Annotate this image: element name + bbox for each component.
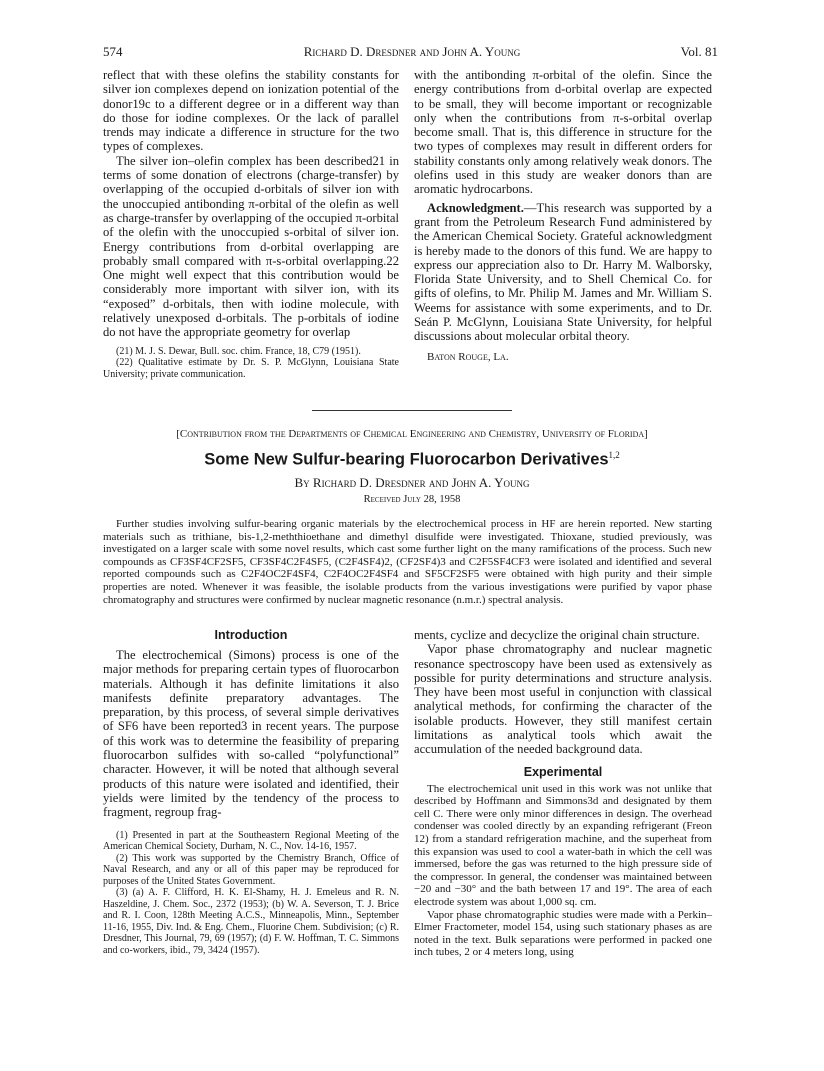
intro-right-body [414, 628, 712, 757]
experimental-paragraph-1: The electrochemical unit used in this work was not unlike that described by Hoffmann and Simmons3d and designated by them cell C. There were only minor differences in design. The overhead condenser was cooled directly by an expanding refrigerant (Freon 12) from a standard refrigeration machine, and the superheat from this expansion was used to cool a water-bath in which the cell was immersed, before the gas was returned to the high pressure side of the compressor. In general, the condenser was maintained between −20 and −30° and the bath between 17 and 19°. The area of each electrode system was about 1,000 sq. cm. [414, 782, 712, 909]
prev-right-paragraph-1: with the antibonding π-orbital of the olefin. Since the energy contributions from d-orbital overlap are expected to be small, they will become important or recognizable only when the contributions from π-s-orbital overlap become small. That is, this difference in structure for the two types of complexes may result in different orders for stability constants only among relatively weak donors. The olefins used in this study are weaker donors than are aromatic hydrocarbons. [414, 68, 712, 197]
location: Baton Rouge, La. [427, 350, 509, 363]
volume-label: Vol. 81 [680, 44, 718, 59]
experimental-paragraph-2: Vapor phase chromatographic studies were made with a Perkin–Elmer Fractometer, model 154, using such stationary phases as are noted in the text. Bulk separations were performed in packed one inch tubes, 2 or 4 meters long, using [414, 908, 712, 959]
acknowledgment-paragraph [414, 201, 712, 344]
ack-heading: Acknowledgment. [427, 200, 524, 215]
article-separator [312, 410, 512, 411]
received-date: Received July 28, 1958 [363, 494, 461, 505]
footnote-22: (22) Qualitative estimate by Dr. S. P. McGlynn, Louisiana State University; private communication. [103, 357, 399, 380]
abstract-text: Further studies involving sulfur-bearing organic materials by the electrochemical process in HF are herein reported. New starting materials such as trithiane, bis-1,2-meththioethane and dimethyl disulfide were investigated. Thioxane, studied previously, was investigated on a larger scale with some novel results, which cast some further light on the many ramifications of the process. Such new compounds as CF3SF4CF2SF5, CF3SF4C2F4SF5, (C2F4SF4)2, (CF2SF4)3 and C2F5SF4CF3 were isolated and identified and several reported compounds such as C2F4OC2F4SF4, C2F4OC2F4SF4 and SF5CF2SF5 were obtained with high purity and their simple properties are noted. Whenever it was feasible, the isolable products from the various investigations were purified by vapor phase chromatography and structures were confirmed by nuclear magnetic resonance (n.m.r.) spectral analysis. [103, 518, 712, 606]
experimental-body [414, 783, 712, 959]
footnote-1: (1) Presented in part at the Southeastern Regional Meeting of the American Chemical Society, Durham, N. C., Nov. 14-16, 1957. [103, 829, 399, 853]
intro-left-column [103, 628, 399, 956]
ack-text: —This research was supported by a grant from the Petroleum Research Fund administered by the American Chemical Society. Grateful acknowledgment is hereby made to the donors of this fund. We are happy to express our appreciation also to Dr. Harry M. Walborsky, Florida State University, and to Shell Chemical Co. for gifts of olefins, to Mr. Philip M. James and Mr. William S. Weems for assistance with some experiments, and to Dr. Seán P. McGlynn, Louisiana State University, for helpful discussions about molecular orbital theory. [414, 200, 712, 344]
title-block [80, 450, 744, 469]
prev-footnotes [103, 346, 399, 381]
intro-left-body [103, 648, 399, 820]
abstract [103, 518, 712, 606]
title-footnote-marks: 1,2 [608, 450, 620, 460]
intro-paragraph-1: The electrochemical (Simons) process is one of the major methods for preparing certain types of fluorocarbon materials. Although it has definite limitations it also manifests definite preparatory advantages. The preparation, by this process, of several simple derivatives of SF6 have been reported3 in recent years. The purpose of this work was to determine the feasibility of preparing fluorocarbon sulfides with so-called “polyfunctional” character. However, it will be noted that although several products of this nature were isolated and identified, their yields were limited by the tendency of the process to fragment, regroup frag- [103, 648, 399, 820]
contribution-line: [Contribution from the Departments of Chemical Engineering and Chemistry, University of Florida] [176, 428, 648, 440]
intro-paragraph-2: ments, cyclize and decyclize the original chain structure. [414, 628, 700, 642]
experimental-heading: Experimental [523, 764, 603, 779]
running-title: Richard D. Dresdner and John A. Young [303, 44, 521, 59]
page-number: 574 [103, 44, 123, 59]
intro-right-column [414, 628, 712, 959]
footnote-3: (3) (a) A. F. Clifford, H. K. El-Shamy, H. J. Emeleus and R. N. Haszeldine, J. Chem. Soc., 2372 (1953); (b) W. A. Severson, T. J. Brice and R. I. Coon, 128th Meeting A.C.S., Minneapolis, Minn., September 11-16, 1955, Div. Ind. & Eng. Chem., Fluorine Chem. Subdivision; (c) R. Dresdner, This Journal, 79, 69 (1957); (d) F. W. Hoffman, T. C. Simmons and co-workers, ibid., 79, 3424 (1957). [103, 887, 399, 956]
prev-left-column [103, 68, 399, 380]
intro-paragraph-3: Vapor phase chromatography and nuclear magnetic resonance spectroscopy have been used as extensively as possible for purity determinations and structure analysis. They have been most useful in conjunction with classical analytical methods, for confirming the character of the isolable products. However, they still manifest certain limitations as analytical tools which await the accumulation of the needed background data. [414, 642, 712, 757]
footnote-21: (21) M. J. S. Dewar, Bull. soc. chim. France, 18, C79 (1951). [116, 345, 361, 357]
introduction-heading: Introduction [214, 628, 288, 642]
prev-left-paragraph-2: The silver ion–olefin complex has been described21 in terms of some donation of electrons (charge-transfer) by overlapping of the occupied d-orbitals of silver ion with the unoccupied antibonding π-orbital of the olefin as well as charge-transfer by overlapping of the occupied π-orbital of the olefin with the unoccupied s-orbital of silver ion. Energy contributions from d-orbital overlapping are probably small compared with π-s-orbital overlapping.22 One might well expect that this contribution would be considerably more important with silver ion, with its “exposed” d-orbitals, then with iodine molecule, with relatively unexposed d-orbitals. The p-orbitals of iodine do not have the appropriate geometry for overlap [103, 153, 400, 340]
byline: By Richard D. Dresdner and John A. Young [294, 475, 530, 490]
intro-footnotes [103, 830, 399, 957]
prev-left-paragraph-1: reflect that with these olefins the stability constants for silver ion complexes depend on ionization potential of the donor19c to a different degree or in a different way than do those for iodine complexes. Or the lack of parallel trends may indicate a difference in structure for the two types of complexes. [103, 68, 399, 154]
article-title: Some New Sulfur-bearing Fluorocarbon Derivatives [204, 450, 609, 469]
footnote-2: (2) This work was supported by the Chemistry Branch, Office of Naval Research, and any or all of this paper may be reproduced for purposes of the United States Government. [103, 852, 399, 887]
prev-right-column [414, 68, 712, 364]
